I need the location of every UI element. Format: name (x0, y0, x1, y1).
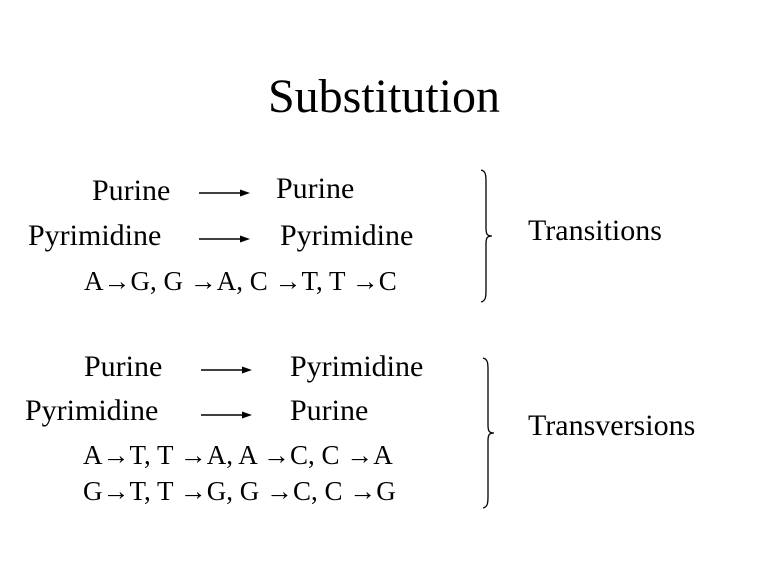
transversions-row1-to: Pyrimidine (290, 350, 424, 383)
right-arrow-icon (200, 363, 252, 377)
right-brace-icon (478, 357, 498, 509)
transitions-row1-to: Purine (276, 172, 355, 205)
transversions-row2-to: Purine (290, 394, 369, 427)
transitions-row2-to: Pyrimidine (280, 219, 414, 252)
right-arrow-icon (198, 232, 250, 246)
right-brace-icon (476, 169, 496, 303)
transversions-row1-from: Purine (84, 350, 163, 383)
transversions-formula-2: G→T, T →G, G →C, C →G (83, 476, 396, 506)
transitions-formula: A→G, G →A, C →T, T →C (84, 266, 397, 296)
transitions-label: Transitions (528, 214, 662, 247)
slide-title: Substitution (267, 70, 501, 123)
right-arrow-icon (200, 408, 252, 422)
transitions-row2-from: Pyrimidine (28, 219, 162, 252)
transversions-label: Transversions (528, 409, 696, 442)
transversions-row2-from: Pyrimidine (25, 394, 159, 427)
transitions-row1-from: Purine (92, 174, 171, 207)
transversions-formula-1: A→T, T →A, A →C, C →A (83, 440, 393, 470)
right-arrow-icon (198, 186, 250, 200)
